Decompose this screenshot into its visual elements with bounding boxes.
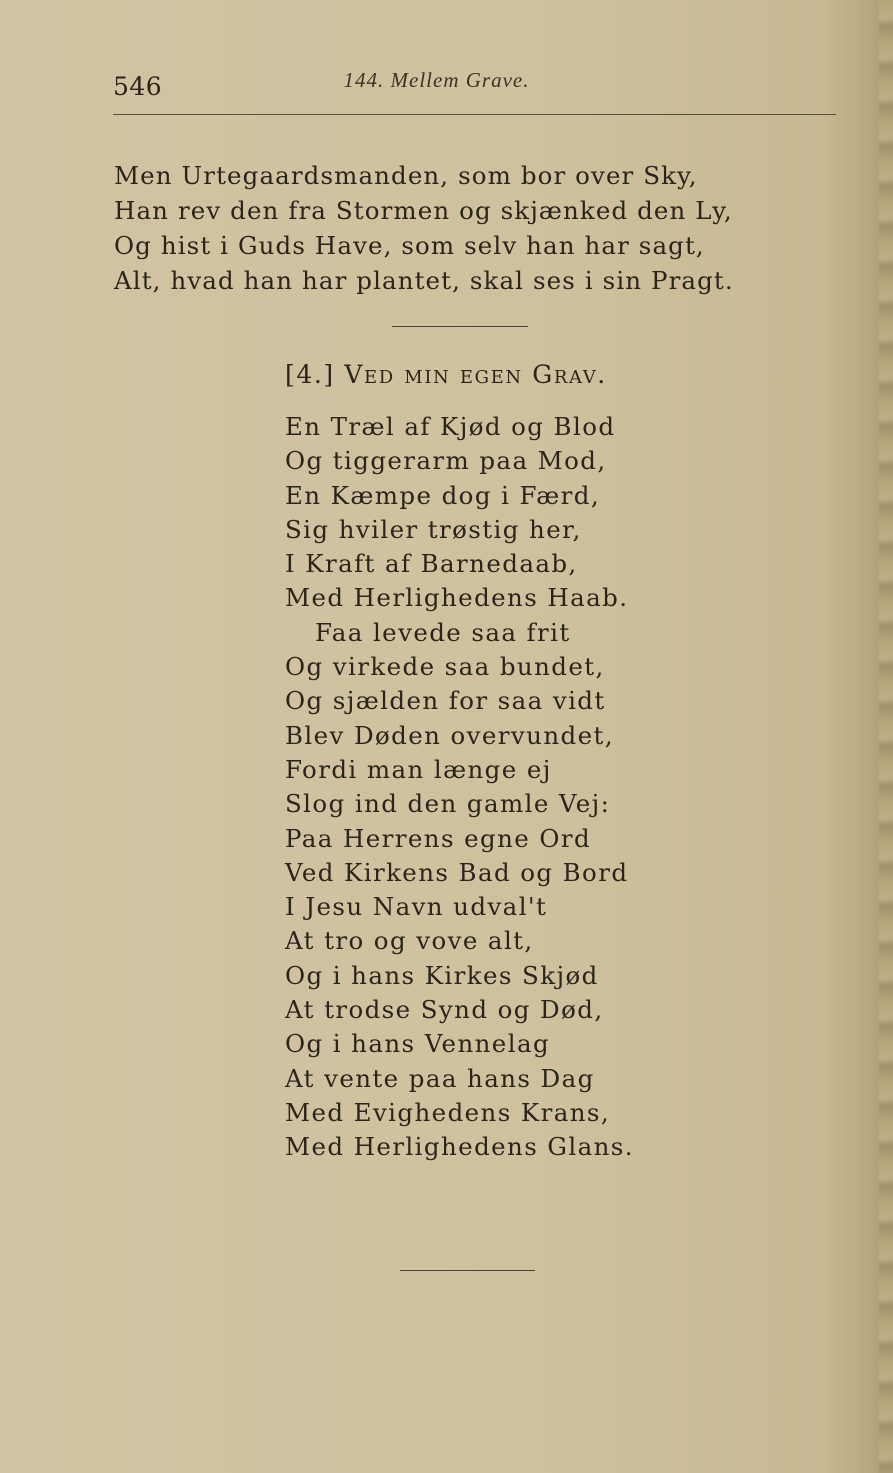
poem-line: At trodse Synd og Død, [285, 995, 604, 1025]
poem-line: Og virkede saa bundet, [285, 652, 605, 682]
poem-line: Slog ind den gamle Vej: [285, 789, 611, 819]
poem-line: At vente paa hans Dag [285, 1063, 595, 1093]
end-divider [400, 1270, 535, 1271]
closing-stanza [114, 158, 834, 298]
stanza-line: Alt, hvad han har plantet, skal ses i sin Pragt. [114, 266, 734, 295]
poem-line: Blev Døden overvundet, [285, 720, 614, 750]
poem-line: Sig hviler trøstig her, [285, 514, 582, 544]
poem-line: En Træl af Kjød og Blod [285, 412, 616, 441]
poem-line: Og sjælden for saa vidt [285, 686, 606, 716]
poem-line: Med Evighedens Krans, [285, 1097, 611, 1127]
poem-line: Og i hans Vennelag [285, 1029, 551, 1059]
poem-line: Paa Herrens egne Ord [285, 823, 592, 853]
header-rule [113, 114, 836, 115]
poem-line: At tro og vove alt, [285, 926, 534, 956]
poem-number: [4.] [285, 360, 335, 389]
poem-line: En Kæmpe dog i Færd, [285, 480, 601, 510]
poem-body [285, 410, 825, 1165]
poem-line: I Kraft af Barnedaab, [285, 549, 578, 579]
poem-heading [285, 360, 607, 389]
stanza-line: Men Urtegaardsmanden, som bor over Sky, [114, 161, 698, 190]
poem-line: Og tiggerarm paa Mod, [285, 446, 607, 476]
poem-line: Med Herlighedens Glans. [285, 1132, 634, 1162]
poem-line: Og i hans Kirkes Skjød [285, 960, 599, 990]
running-head [0, 68, 893, 93]
stanza-line: Han rev den fra Stormen og skjænked den Ly, [114, 196, 733, 225]
stanza-line: Og hist i Guds Have, som selv han har sagt, [114, 231, 705, 260]
poem-line: Fordi man længe ej [285, 754, 552, 784]
section-divider [392, 326, 528, 327]
poem-line: Med Herlighedens Haab. [285, 583, 629, 613]
poem-line: Ved Kirkens Bad og Bord [285, 857, 629, 887]
poem-line: Faa levede saa frit [315, 617, 571, 647]
running-head-text: 144. Mellem Grave. [343, 68, 530, 92]
poem-line: I Jesu Navn udval't [285, 892, 548, 922]
page-edge [879, 0, 893, 1473]
poem-title: Ved min egen Grav. [344, 360, 607, 389]
page-number: 546 [113, 72, 163, 101]
